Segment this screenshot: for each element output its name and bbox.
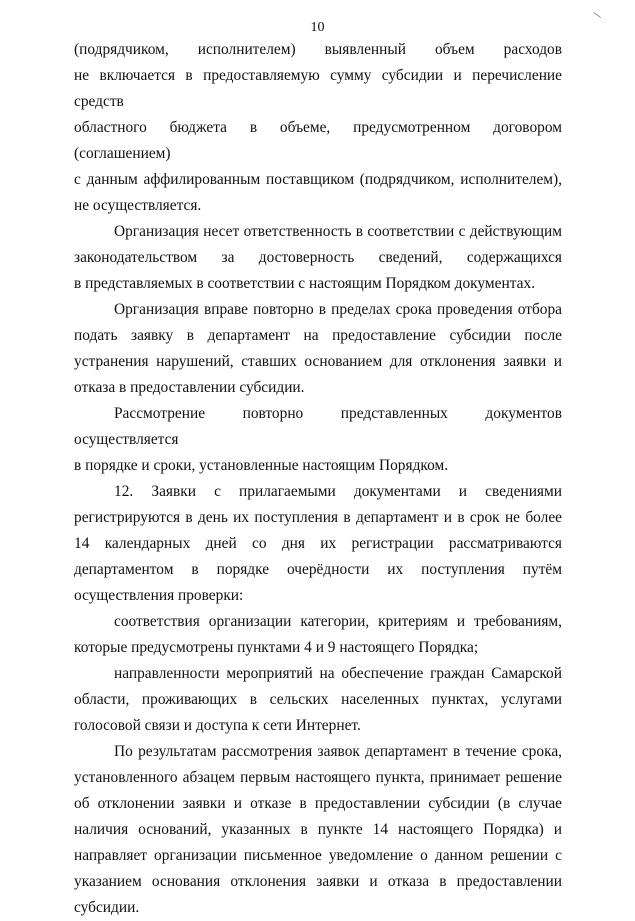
text-line: 14 календарных дней со дня их регистрации рассматриваются (74, 535, 562, 552)
text-line: направляет организации письменное уведомление о данном решении с (74, 847, 562, 864)
text-line: осуществления проверки: (74, 587, 244, 604)
text-line: (подрядчиком, исполнителем) выявленный объем расходов (74, 41, 562, 58)
text-line: не осуществляется. (74, 197, 202, 214)
paragraph-check-focus (74, 661, 562, 739)
text-line: законодательством за достоверность сведений, содержащихся (74, 249, 562, 266)
text-line: соответствия организации категории, критериям и требованиям, (114, 613, 562, 630)
text-line: Организация вправе повторно в пределах срока проведения отбора (114, 301, 562, 318)
text-line: с данным аффилированным поставщиком (подрядчиком, исполнителем), (74, 171, 562, 188)
text-line: направленности мероприятий на обеспечение граждан Самарской (114, 665, 562, 682)
text-line: департаментом в порядке очерёдности их поступления путём (74, 561, 562, 578)
text-line: в представляемых в соответствии с настоящим Порядком документах. (74, 275, 536, 292)
text-line: 12. Заявки с прилагаемыми документами и сведениями (114, 483, 562, 500)
scan-corner-mark: \ (592, 8, 603, 22)
paragraph-responsibility (74, 219, 562, 297)
document-body (74, 37, 562, 921)
paragraph-review-order (74, 401, 562, 479)
text-line: наличия оснований, указанных в пункте 14 настоящего Порядка) и (74, 821, 562, 838)
text-line: Организация несет ответственность в соответствии с действующим (114, 223, 562, 240)
paragraph-review-results (74, 739, 562, 921)
text-line: По результатам рассмотрения заявок департамент в течение срока, (114, 743, 562, 760)
text-line: голосовой связи и доступа к сети Интернет. (74, 717, 361, 734)
text-line: области, проживающих в сельских населенных пунктах, услугами (74, 691, 562, 708)
text-line: отказа в предоставлении субсидии. (74, 379, 305, 396)
text-line: установленного абзацем первым настоящего пункта, принимает решение (74, 769, 562, 786)
text-line: устранения нарушений, ставших основанием для отклонения заявки и (74, 353, 562, 370)
text-line: об отклонении заявки и отказе в предоставлении субсидии (в случае (74, 795, 562, 812)
paragraph-item-12 (74, 479, 562, 609)
text-line: субсидии. (74, 899, 140, 916)
text-line: указанием основания отклонения заявки и отказа в предоставлении (74, 873, 562, 890)
paragraph-resubmission (74, 297, 562, 401)
text-line: регистрируются в день их поступления в департамент и в срок не более (74, 509, 562, 526)
text-line: Рассмотрение повторно представленных документов осуществляется (74, 405, 562, 448)
page-number: 10 (310, 20, 325, 35)
text-line: в порядке и сроки, установленные настоящим Порядком. (74, 457, 449, 474)
text-line: подать заявку в департамент на предоставление субсидии после (74, 327, 562, 344)
text-line: которые предусмотрены пунктами 4 и 9 настоящего Порядка; (74, 639, 479, 656)
paragraph-affiliated-supplier (74, 37, 562, 219)
text-line: не включается в предоставляемую сумму субсидии и перечисление средств (74, 67, 562, 110)
paragraph-check-compliance (74, 609, 562, 661)
text-line: областного бюджета в объеме, предусмотренном договором (соглашением) (74, 119, 562, 162)
